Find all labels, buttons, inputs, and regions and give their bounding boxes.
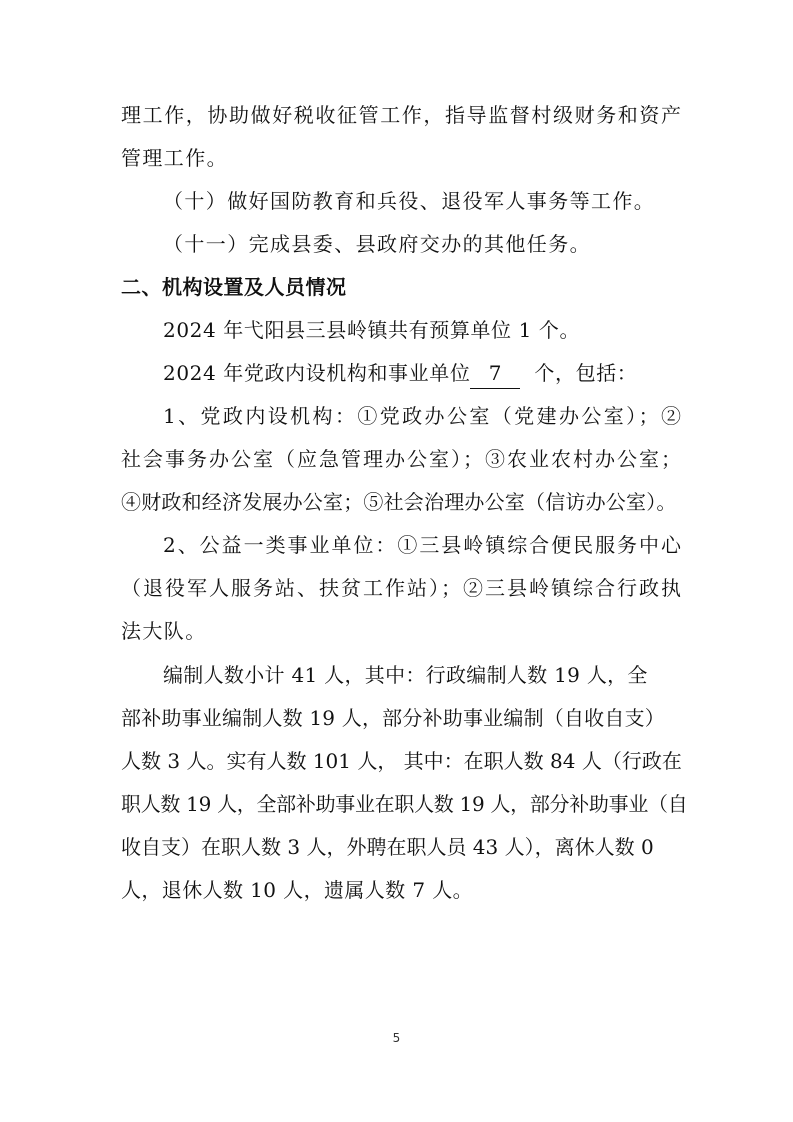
paragraph-line: 理工作，协助做好税收征管工作，指导监督村级财务和资产 (121, 103, 681, 127)
staffing-line: 职人数 19 人，全部补助事业在职人数 19 人，部分补助事业（自 (121, 792, 688, 816)
staffing-line: 人，退休人数 10 人，遗属人数 7 人。 (121, 878, 474, 902)
units-count-value: 7 (470, 358, 520, 389)
budget-units-line: 2024 年弋阳县三县岭镇共有预算单位 1 个。 (163, 318, 581, 342)
public-units-line: 2、公益一类事业单位：①三县岭镇综合便民服务中心 (163, 533, 681, 557)
party-institutions-line: 1、党政内设机构：①党政办公室（党建办公室）；② (163, 404, 681, 428)
item-eleven: （十一）完成县委、县政府交办的其他任务。 (163, 232, 591, 256)
staffing-line: 编制人数小计 41 人，其中：行政编制人数 19 人，全 (163, 663, 648, 687)
paragraph-line: 管理工作。 (121, 146, 228, 170)
units-count-suffix: 个，包括： (534, 361, 638, 385)
public-units-line: （退役军人服务站、扶贫工作站）；②三县岭镇综合行政执 (121, 576, 681, 600)
staffing-line: 部补助事业编制人数 19 人，部分补助事业编制（自收自支） (121, 706, 665, 730)
staffing-line: 收自支）在职人数 3 人，外聘在职人员 43 人），离休人数 0 (121, 835, 654, 859)
public-units-line: 法大队。 (121, 619, 207, 643)
party-institutions-line: 社会事务办公室（应急管理办公室）；③农业农村办公室； (121, 447, 681, 471)
units-count-prefix: 2024 年党政内设机构和事业单位 (163, 361, 471, 385)
section-heading: 二、机构设置及人员情况 (121, 275, 347, 299)
party-institutions-line: ④财政和经济发展办公室；⑤社会治理办公室（信访办公室）。 (121, 490, 677, 514)
item-ten: （十）做好国防教育和兵役、退役军人事务等工作。 (163, 189, 656, 213)
staffing-line: 人数 3 人。实有人数 101 人， 其中：在职人数 84 人（行政在 (121, 749, 682, 773)
page-number: 5 (392, 1031, 401, 1045)
units-count-line (163, 358, 723, 389)
